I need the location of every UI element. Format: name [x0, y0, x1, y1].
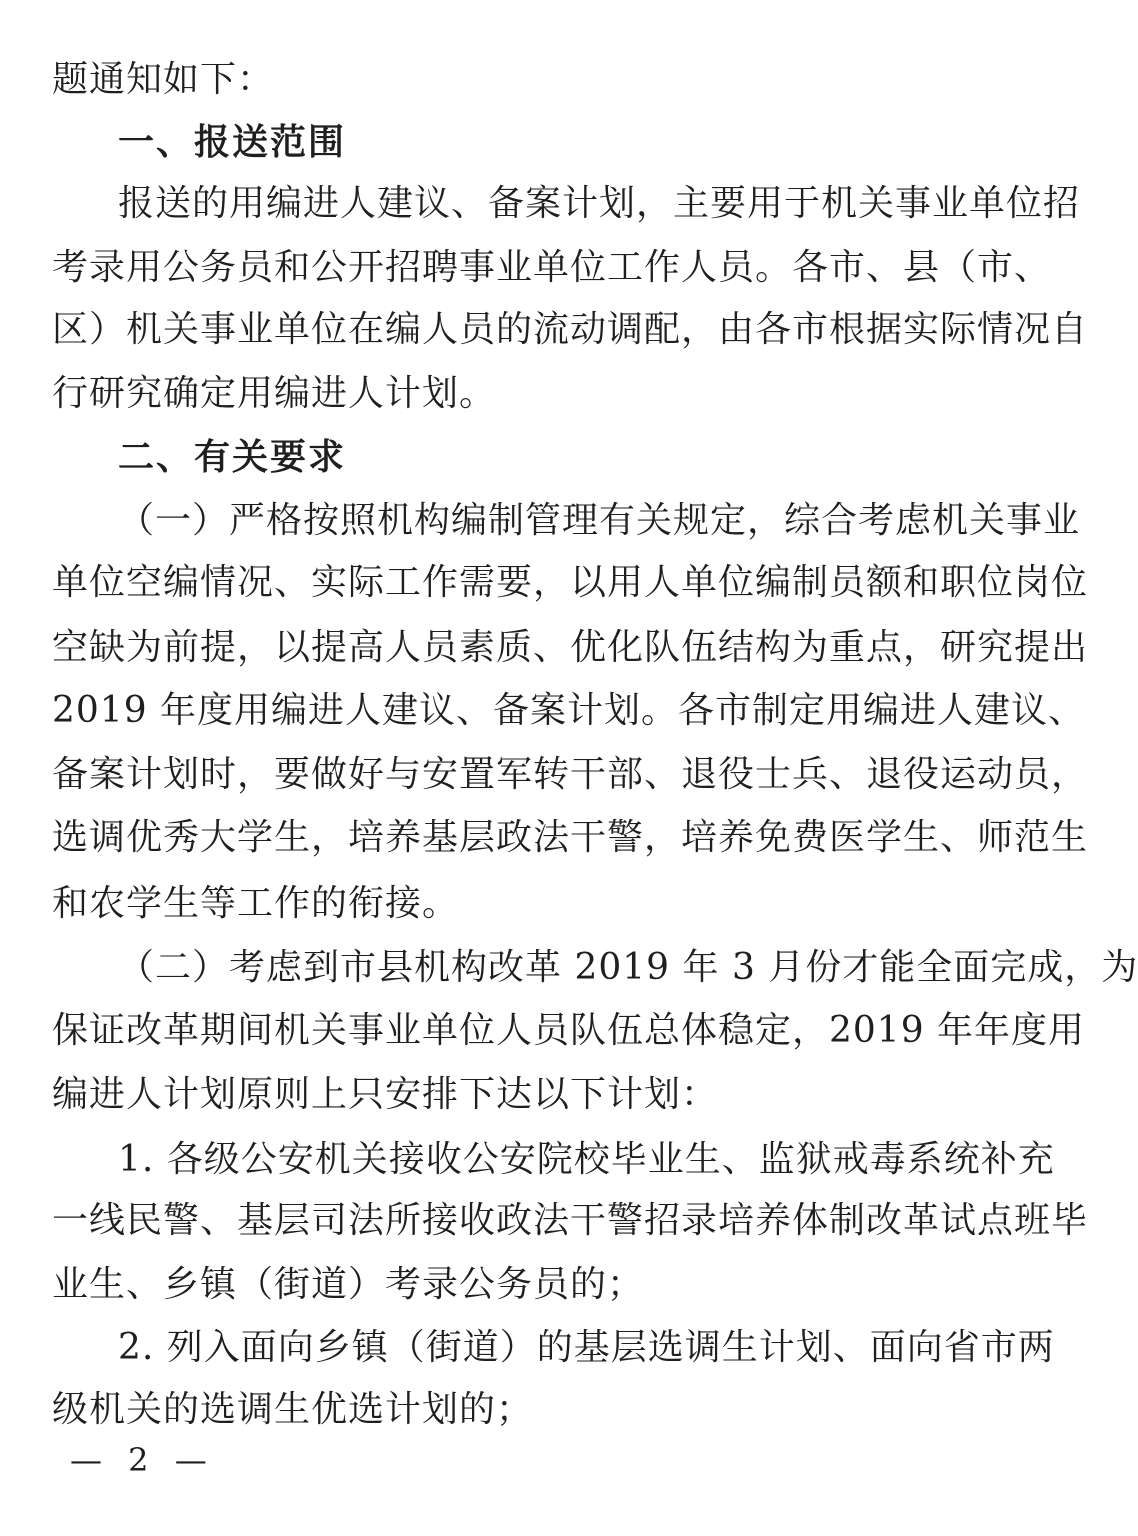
text-line: 2019 年度用编进人建议、备案计划。各市制定用编进人建议、	[52, 690, 1086, 731]
text-line: 保证改革期间机关事业单位人员队伍总体稳定，2019 年年度用	[52, 1010, 1086, 1051]
text-line: 考录用公务员和公开招聘事业单位工作人员。各市、县（市、	[52, 247, 1052, 288]
text-line: 业生、乡镇（街道）考录公务员的；	[52, 1264, 645, 1305]
text-line: 级机关的选调生优选计划的；	[52, 1389, 534, 1430]
text-line: 和农学生等工作的衔接。	[52, 883, 460, 924]
text-line: （一）严格按照机构编制管理有关规定，综合考虑机关事业	[118, 500, 1081, 541]
text-line: 空缺为前提，以提高人员素质、优化队伍结构为重点，研究提出	[52, 627, 1089, 668]
text-line: 1. 各级公安机关接收公安院校毕业生、监狱戒毒系统补充	[118, 1139, 1055, 1180]
text-line: 2. 列入面向乡镇（街道）的基层选调生计划、面向省市两	[118, 1327, 1055, 1368]
text-line: 单位空编情况、实际工作需要，以用人单位编制员额和职位岗位	[52, 562, 1089, 603]
text-line: 选调优秀大学生，培养基层政法干警，培养免费医学生、师范生	[52, 817, 1089, 858]
text-line: 题通知如下：	[52, 59, 275, 100]
section-heading: 二、有关要求	[118, 436, 347, 478]
text-line: 一线民警、基层司法所接收政法干警招录培养体制改革试点班毕	[52, 1200, 1089, 1241]
text-line: （二）考虑到市县机构改革 2019 年 3 月份才能全面完成，为	[118, 947, 1138, 988]
text-line: 区）机关事业单位在编人员的流动调配，由各市根据实际情况自	[52, 309, 1089, 350]
text-line: 行研究确定用编进人计划。	[52, 373, 497, 414]
text-line: 备案计划时，要做好与安置军转干部、退役士兵、退役运动员，	[52, 754, 1089, 795]
text-line: 编进人计划原则上只安排下达以下计划：	[52, 1074, 719, 1115]
page-number: — 2 —	[70, 1441, 215, 1479]
section-heading: 一、报送范围	[118, 121, 347, 163]
text-line: 报送的用编进人建议、备案计划，主要用于机关事业单位招	[118, 183, 1081, 224]
